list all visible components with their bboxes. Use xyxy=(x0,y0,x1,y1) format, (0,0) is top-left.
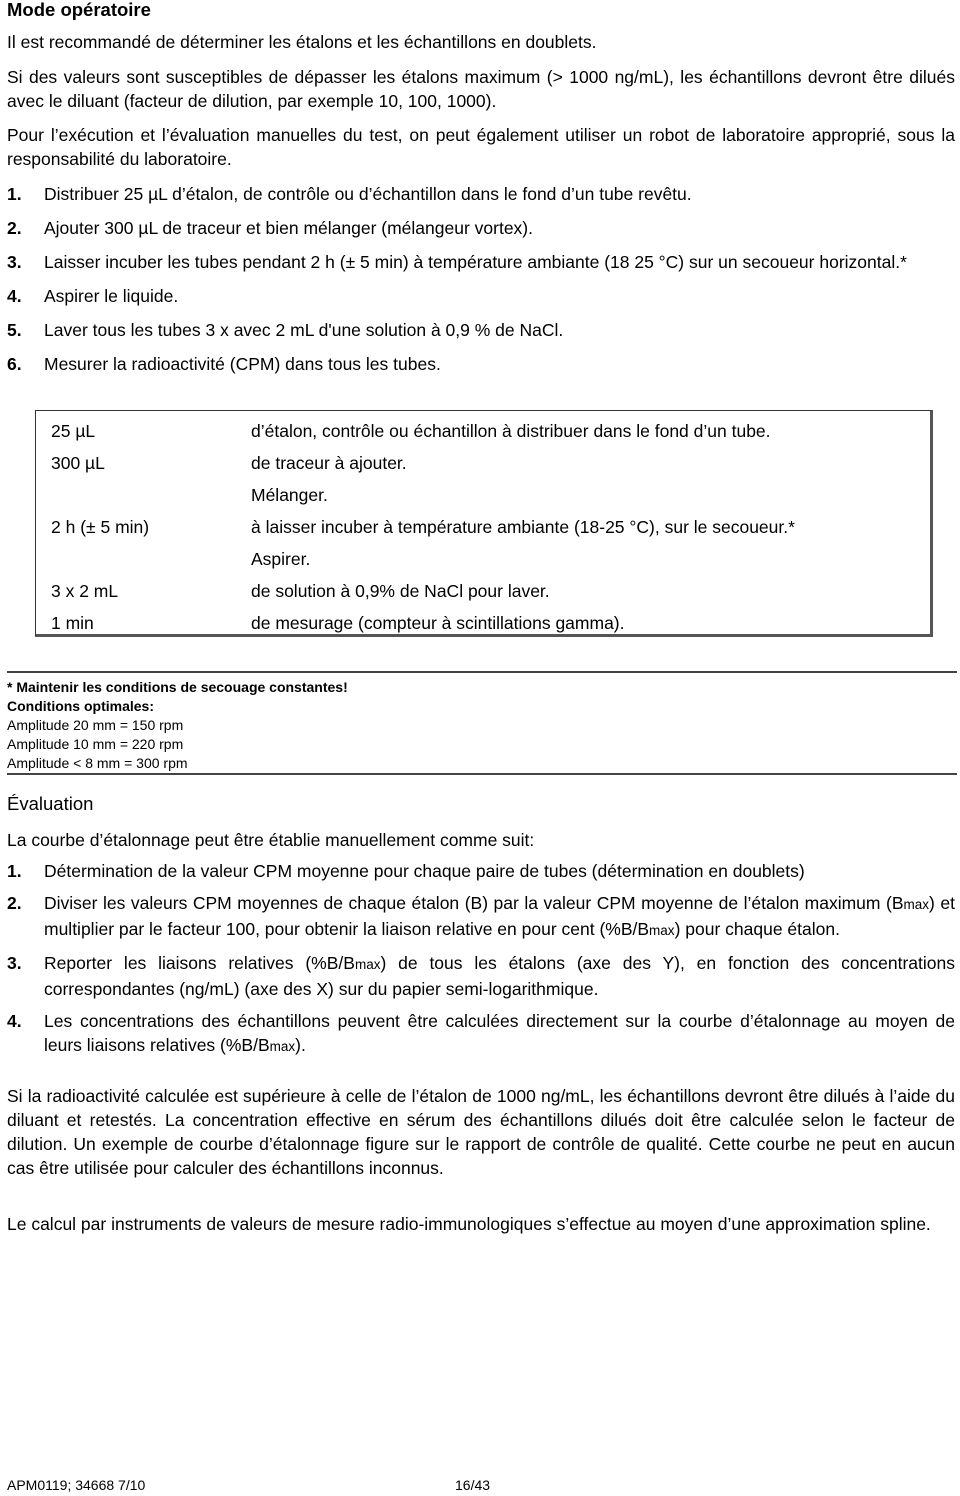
evaluation-step xyxy=(7,1009,955,1059)
summary-row xyxy=(36,479,930,511)
step-number: 4. xyxy=(7,286,22,306)
step-number: 1. xyxy=(7,861,22,881)
procedure-step xyxy=(7,182,955,206)
summary-row xyxy=(36,415,930,447)
summary-quantity: 25 µL xyxy=(51,421,96,441)
step-number: 3. xyxy=(7,252,22,272)
summary-quantity: 1 min xyxy=(51,613,94,633)
step-number: 2. xyxy=(7,893,22,913)
procedure-step xyxy=(7,352,955,376)
summary-description: Aspirer. xyxy=(251,549,311,569)
step-text: Aspirer le liquide. xyxy=(44,286,179,306)
step-number: 6. xyxy=(7,354,22,374)
summary-row xyxy=(36,511,930,543)
step-text: Laisser incuber les tubes pendant 2 h (± 5 min) à température ambiante (18 25 °C) sur un secoueur horizontal.* xyxy=(44,252,907,272)
evaluation-paragraph-1: Si la radioactivité calculée est supérieure à celle de l’étalon de 1000 ng/mL, les échantillons devront être dilués à l’aide du diluant et retestés. La concentration effective en sérum des échantillons dilués doit être calculée selon le facteur de dilution. Un exemple de courbe d’étalonnage figure sur le rapport de contrôle de qualité. Cette courbe ne peut en aucun cas être utilisée pour calculer des échantillons inconnus. xyxy=(7,1086,955,1178)
step-text: Ajouter 300 µL de traceur et bien mélanger (mélangeur vortex). xyxy=(44,218,534,238)
step-text: Laver tous les tubes 3 x avec 2 mL d'une solution à 0,9 % de NaCl. xyxy=(44,320,564,340)
procedure-paragraph-3: Pour l’exécution et l’évaluation manuelles du test, on peut également utiliser un robot de laboratoire approprié, sous la responsabilité du laboratoire. xyxy=(7,125,955,169)
procedure-step xyxy=(7,284,955,308)
summary-quantity: 3 x 2 mL xyxy=(51,581,119,601)
procedure-paragraph-2: Si des valeurs sont susceptibles de dépasser les étalons maximum (> 1000 ng/mL), les échantillons devront être dilués avec le diluant (facteur de dilution, par exemple 10, 100, 1000). xyxy=(7,67,955,111)
summary-description: de traceur à ajouter. xyxy=(251,453,407,473)
procedure-step xyxy=(7,216,955,240)
step-text: Détermination de la valeur CPM moyenne pour chaque paire de tubes (détermination en doublets) xyxy=(44,861,805,881)
step-number: 1. xyxy=(7,184,22,204)
evaluation-step xyxy=(7,891,955,943)
shaking-note xyxy=(7,678,348,773)
divider-bottom xyxy=(7,773,957,775)
note-line: Amplitude 10 mm = 220 rpm xyxy=(7,736,184,752)
evaluation-step xyxy=(7,859,955,883)
footer-page-number: 16/43 xyxy=(455,1477,491,1493)
summary-description: d’étalon, contrôle ou échantillon à distribuer dans le fond d’un tube. xyxy=(251,421,771,441)
procedure-step xyxy=(7,318,955,342)
evaluation-steps xyxy=(7,859,955,1059)
summary-description: à laisser incuber à température ambiante (18-25 °C), sur le secoueur.* xyxy=(251,517,795,537)
summary-table xyxy=(35,410,933,637)
procedure-step xyxy=(7,250,955,274)
step-number: 2. xyxy=(7,218,22,238)
step-text: Mesurer la radioactivité (CPM) dans tous les tubes. xyxy=(44,354,441,374)
summary-row xyxy=(36,543,930,575)
step-text: Distribuer 25 µL d’étalon, de contrôle ou d’échantillon dans le fond d’un tube revêtu. xyxy=(44,184,692,204)
step-text: Diviser les valeurs CPM moyennes de chaque étalon (B) par la valeur CPM moyenne de l’étalon maximum (Bmax) et multiplier par le facteur 100, pour obtenir la liaison relative en pour cent (%B/Bmax) pour chaque étalon. xyxy=(44,893,955,939)
note-line: Conditions optimales: xyxy=(7,698,154,714)
summary-quantity: 2 h (± 5 min) xyxy=(51,517,150,537)
procedure-title: Mode opératoire xyxy=(7,0,151,20)
procedure-paragraph-1: Il est recommandé de déterminer les étalons et les échantillons en doublets. xyxy=(7,32,597,52)
evaluation-paragraph-2: Le calcul par instruments de valeurs de mesure radio-immunologiques s’effectue au moyen d’une approximation spline. xyxy=(7,1214,931,1234)
evaluation-step xyxy=(7,951,955,1001)
summary-quantity: 300 µL xyxy=(51,453,105,473)
summary-description: de solution à 0,9% de NaCl pour laver. xyxy=(251,581,550,601)
summary-quantity xyxy=(36,543,251,575)
note-line: Amplitude 20 mm = 150 rpm xyxy=(7,717,184,733)
step-text: Les concentrations des échantillons peuvent être calculées directement sur la courbe d’étalonnage au moyen de leurs liaisons relatives (%B/Bmax). xyxy=(44,1011,955,1055)
summary-row xyxy=(36,447,930,479)
step-number: 3. xyxy=(7,953,22,973)
summary-row xyxy=(36,607,930,639)
summary-row xyxy=(36,575,930,607)
evaluation-title: Évaluation xyxy=(7,793,94,814)
summary-description: de mesurage (compteur à scintillations gamma). xyxy=(251,613,625,633)
note-line: Amplitude < 8 mm = 300 rpm xyxy=(7,755,188,771)
procedure-steps xyxy=(7,182,955,376)
step-number: 4. xyxy=(7,1011,22,1031)
divider-top xyxy=(7,671,957,673)
summary-description: Mélanger. xyxy=(251,485,328,505)
step-text: Reporter les liaisons relatives (%B/Bmax) de tous les étalons (axe des Y), en fonction des concentrations correspondantes (ng/mL) (axe des X) sur du papier semi-logarithmique. xyxy=(44,953,955,999)
step-number: 5. xyxy=(7,320,22,340)
note-line: * Maintenir les conditions de secouage constantes! xyxy=(7,679,348,695)
footer-reference: APM0119; 34668 7/10 xyxy=(7,1477,146,1493)
summary-quantity xyxy=(36,479,251,511)
evaluation-intro: La courbe d’étalonnage peut être établie manuellement comme suit: xyxy=(7,830,535,850)
